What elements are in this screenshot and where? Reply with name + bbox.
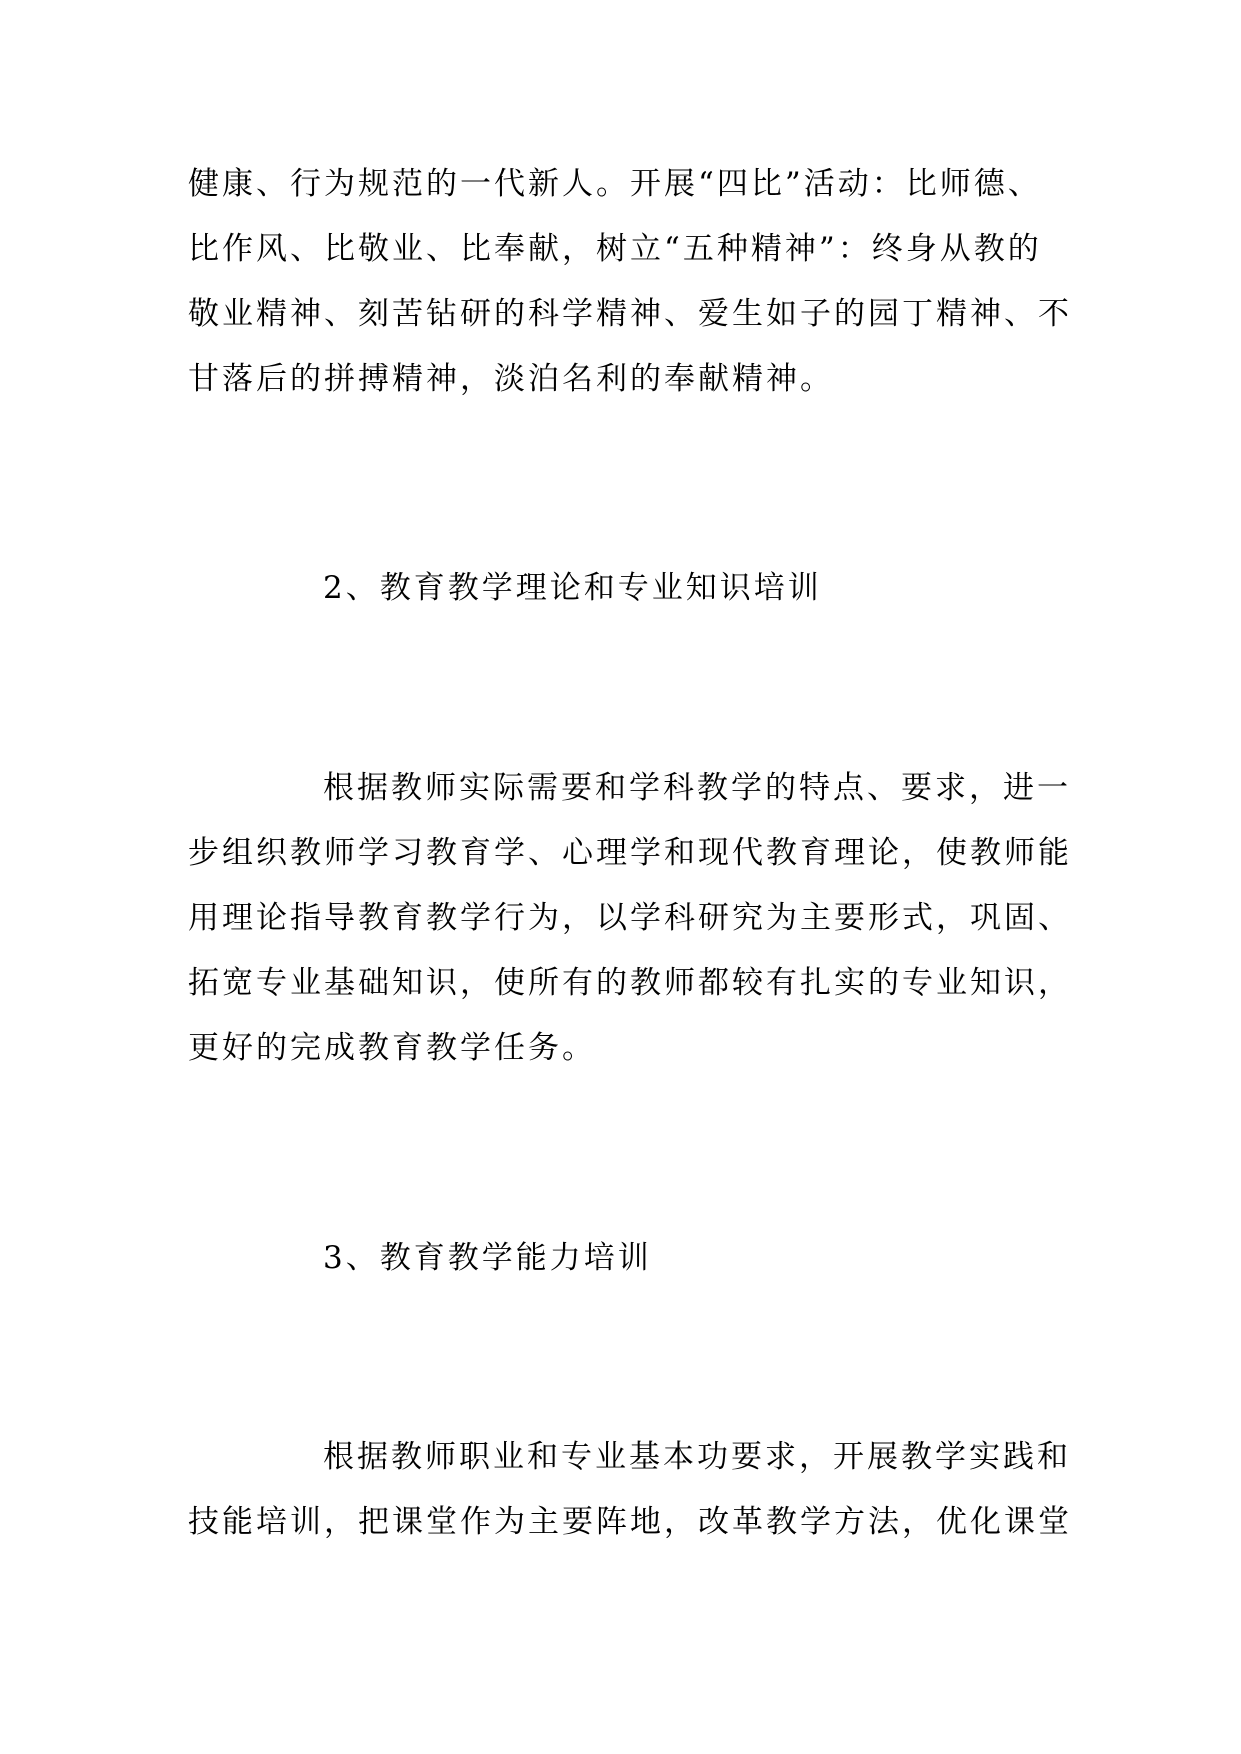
paragraph-line: 比作风、比敬业、比奉献，树立“五种精神”：终身从教的 (188, 231, 1042, 267)
paragraph-line: 敬业精神、刻苦钻研的科学精神、爱生如子的园丁精神、不 (188, 296, 1072, 332)
paragraph-line: 拓宽专业基础知识，使所有的教师都较有扎实的专业知识， (188, 965, 1072, 1001)
paragraph-teacher-ethics (188, 152, 1088, 412)
section-heading-text: 3、教育教学能力培训 (323, 1240, 652, 1276)
paragraph-line: 步组织教师学习教育学、心理学和现代教育理论，使教师能 (188, 835, 1072, 871)
paragraph-line: 用理论指导教育教学行为，以学科研究为主要形式，巩固、 (188, 900, 1072, 936)
section-heading-theory-training (188, 556, 1088, 621)
section-heading-text: 2、教育教学理论和专业知识培训 (323, 570, 822, 606)
paragraph-line: 技能培训，把课堂作为主要阵地，改革教学方法，优化课堂 (188, 1504, 1072, 1540)
paragraph-line: 健康、行为规范的一代新人。开展“四比”活动：比师德、 (188, 166, 1042, 202)
paragraph-theory-training (188, 756, 1088, 1081)
paragraph-line: 根据教师实际需要和学科教学的特点、要求，进一 (323, 770, 1071, 806)
paragraph-ability-training (188, 1425, 1088, 1555)
paragraph-line: 甘落后的拼搏精神，淡泊名利的奉献精神。 (188, 361, 834, 397)
paragraph-line: 根据教师职业和专业基本功要求，开展教学实践和 (323, 1439, 1071, 1475)
section-heading-ability-training (188, 1226, 1088, 1291)
paragraph-line: 更好的完成教育教学任务。 (188, 1030, 596, 1066)
